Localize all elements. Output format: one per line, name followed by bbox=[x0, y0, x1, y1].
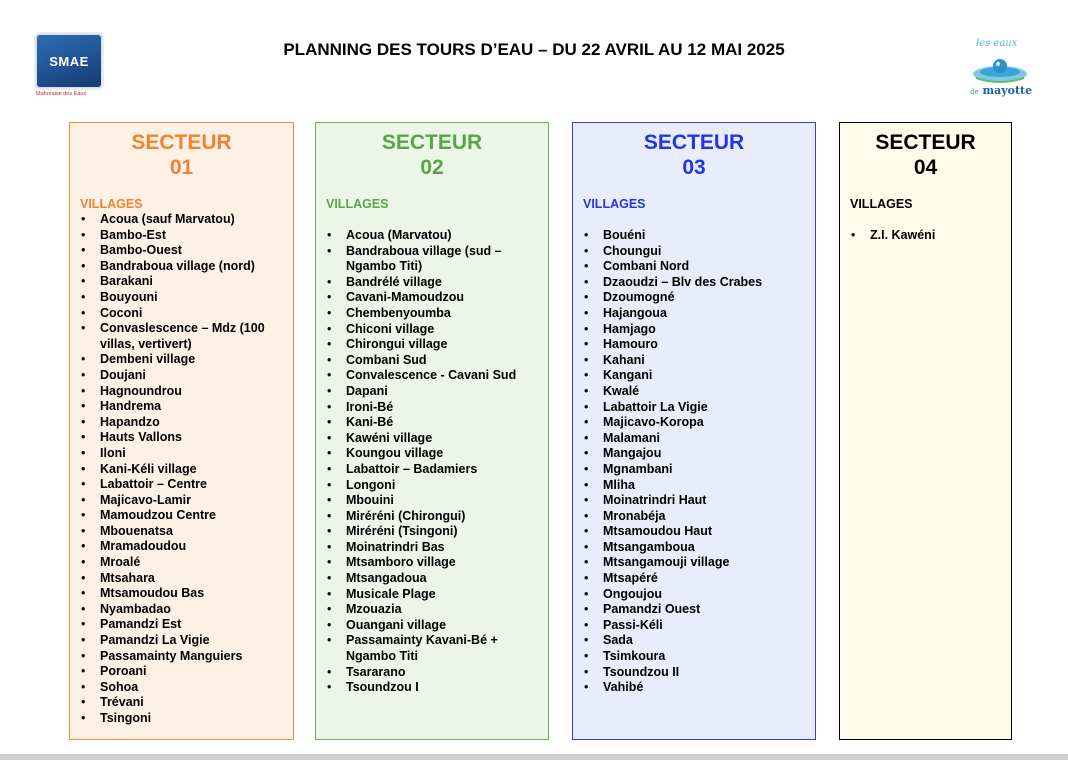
village-item: • Bambo-Est bbox=[80, 228, 293, 244]
village-item: • Mangajou bbox=[583, 446, 815, 462]
sector-label: SECTEUR bbox=[381, 131, 483, 154]
village-item: • Choungui bbox=[583, 244, 815, 260]
village-item: • Sada bbox=[583, 633, 815, 649]
village-item: • Combani Nord bbox=[583, 259, 815, 275]
village-item: • Passi-Kéli bbox=[583, 618, 815, 634]
village-item: • Majicavo-Lamir bbox=[80, 493, 293, 509]
village-item: • Bandraboua village (nord) bbox=[80, 259, 293, 275]
village-item: • Coconi bbox=[80, 306, 293, 322]
village-item: • Mtsahara bbox=[80, 571, 293, 587]
logo-line2-prefix: de bbox=[970, 88, 979, 96]
village-item: • Tsoundzou I bbox=[326, 680, 548, 696]
village-item: • Tsoundzou II bbox=[583, 665, 815, 681]
village-item: • Acoua (sauf Marvatou) bbox=[80, 212, 293, 228]
village-item: • Koungou village bbox=[326, 446, 548, 462]
village-item: • Mliha bbox=[583, 478, 815, 494]
village-item: • Chirongui village bbox=[326, 337, 548, 353]
village-item: • Tsimkoura bbox=[583, 649, 815, 665]
village-item: • Mtsangadoua bbox=[326, 571, 548, 587]
sector-title bbox=[70, 130, 293, 180]
village-item: • Handrema bbox=[80, 399, 293, 415]
village-item: • Cavani-Mamoudzou bbox=[326, 290, 548, 306]
villages-label: VILLAGES bbox=[850, 197, 913, 211]
village-item: • Hamjago bbox=[583, 322, 815, 338]
village-item: • Mgnambani bbox=[583, 462, 815, 478]
village-item: • Iloni bbox=[80, 446, 293, 462]
villages-label: VILLAGES bbox=[326, 197, 389, 211]
village-item: • Convalescence - Cavani Sud bbox=[326, 368, 548, 384]
village-list bbox=[316, 228, 548, 696]
village-item: • Hajangoua bbox=[583, 306, 815, 322]
village-item: • Mbouenatsa bbox=[80, 524, 293, 540]
village-list bbox=[840, 228, 1011, 244]
sector-title bbox=[316, 130, 548, 180]
village-item: • Sohoa bbox=[80, 680, 293, 696]
village-item: • Mamoudzou Centre bbox=[80, 508, 293, 524]
village-item: • Labattoir La Vigie bbox=[583, 400, 815, 416]
logo-line1: les eaux bbox=[976, 38, 1018, 49]
village-item: • Kahani bbox=[583, 353, 815, 369]
logo-line2-name: mayotte bbox=[982, 84, 1033, 97]
sector-01-column bbox=[69, 122, 294, 740]
village-item: • Mtsangamboua bbox=[583, 540, 815, 556]
logo-line2 bbox=[970, 84, 1032, 97]
village-item: • Mroalé bbox=[80, 555, 293, 571]
village-item: • Ironi-Bé bbox=[326, 400, 548, 416]
village-item: • Doujani bbox=[80, 368, 293, 384]
village-item: • Poroani bbox=[80, 664, 293, 680]
village-item: • Pamandzi La Vigie bbox=[80, 633, 293, 649]
village-list bbox=[573, 228, 815, 696]
village-item: • Kani-Bé bbox=[326, 415, 548, 431]
village-item: • Mtsamoudou Bas bbox=[80, 586, 293, 602]
village-item: • Miréréni (Chirongui) bbox=[326, 509, 548, 525]
village-item: • Kawéni village bbox=[326, 431, 548, 447]
village-item: • Dzaoudzi – Blv des Crabes bbox=[583, 275, 815, 291]
village-item: • Dembeni village bbox=[80, 352, 293, 368]
village-item: • Tsingoni bbox=[80, 711, 293, 727]
village-item: • Bouyouni bbox=[80, 290, 293, 306]
village-item: • Kangani bbox=[583, 368, 815, 384]
village-item: • Passamainty Kavani-Bé + Ngambo Titi bbox=[326, 633, 548, 664]
village-item: • Musicale Plage bbox=[326, 587, 548, 603]
sector-number: 04 bbox=[913, 156, 938, 179]
bottom-divider bbox=[0, 754, 1068, 760]
sector-02-column bbox=[315, 122, 549, 740]
sector-label: SECTEUR bbox=[131, 131, 232, 154]
water-drop-icon bbox=[972, 56, 1028, 84]
village-item: • Kwalé bbox=[583, 384, 815, 400]
village-item: • Vahibé bbox=[583, 680, 815, 696]
village-item: • Mzouazia bbox=[326, 602, 548, 618]
village-item: • Hamouro bbox=[583, 337, 815, 353]
village-item: • Bouéni bbox=[583, 228, 815, 244]
sector-label: SECTEUR bbox=[875, 131, 976, 154]
village-item: • Trévani bbox=[80, 695, 293, 711]
village-item: • Convaslescence – Mdz (100 villas, vertivert) bbox=[80, 321, 293, 352]
village-item: • Bandraboua village (sud – Ngambo Titi) bbox=[326, 244, 548, 275]
village-item: • Moinatrindri Haut bbox=[583, 493, 815, 509]
sector-number: 01 bbox=[169, 156, 194, 179]
sector-03-column bbox=[572, 122, 816, 740]
village-item: • Mbouini bbox=[326, 493, 548, 509]
village-item: • Mronabéja bbox=[583, 509, 815, 525]
village-item: • Acoua (Marvatou) bbox=[326, 228, 548, 244]
sector-number: 02 bbox=[420, 156, 444, 179]
village-item: • Bambo-Ouest bbox=[80, 243, 293, 259]
les-eaux-de-mayotte-logo bbox=[960, 38, 1036, 100]
page-title: PLANNING DES TOURS D’EAU – DU 22 AVRIL AU 12 MAI 2025 bbox=[283, 40, 785, 59]
village-item: • Malamani bbox=[583, 431, 815, 447]
village-item: • Hagnoundrou bbox=[80, 384, 293, 400]
village-item: • Dzoumogné bbox=[583, 290, 815, 306]
village-item: • Ongoujou bbox=[583, 587, 815, 603]
sector-number: 03 bbox=[682, 156, 706, 179]
sector-title bbox=[573, 130, 815, 180]
smae-logo-subtitle: Mahoraise des Eaux bbox=[36, 91, 87, 97]
village-item: • Pamandzi Est bbox=[80, 617, 293, 633]
village-item: • Chembenyoumba bbox=[326, 306, 548, 322]
village-item: • Bandrélé village bbox=[326, 275, 548, 291]
sector-label: SECTEUR bbox=[643, 131, 745, 154]
village-item: • Tsararano bbox=[326, 665, 548, 681]
smae-logo-text: SMAE bbox=[49, 53, 89, 69]
village-item: • Nyambadao bbox=[80, 602, 293, 618]
village-item: • Moinatrindri Bas bbox=[326, 540, 548, 556]
village-item: • Mramadoudou bbox=[80, 539, 293, 555]
village-item: • Z.I. Kawéni bbox=[850, 228, 1011, 244]
sector-04-column bbox=[839, 122, 1012, 740]
village-item: • Mtsapéré bbox=[583, 571, 815, 587]
village-item: • Barakani bbox=[80, 274, 293, 290]
village-item: • Dapani bbox=[326, 384, 548, 400]
villages-label: VILLAGES bbox=[583, 197, 646, 211]
village-item: • Majicavo-Koropa bbox=[583, 415, 815, 431]
village-item: • Mtsangamouji village bbox=[583, 555, 815, 571]
village-item: • Longoni bbox=[326, 478, 548, 494]
village-item: • Labattoir – Badamiers bbox=[326, 462, 548, 478]
village-item: • Chiconi village bbox=[326, 322, 548, 338]
sector-title bbox=[840, 130, 1011, 180]
village-item: • Labattoir – Centre bbox=[80, 477, 293, 493]
villages-label: VILLAGES bbox=[80, 197, 143, 211]
village-item: • Ouangani village bbox=[326, 618, 548, 634]
village-item: • Mtsamboro village bbox=[326, 555, 548, 571]
village-item: • Hauts Vallons bbox=[80, 430, 293, 446]
village-item: • Hapandzo bbox=[80, 415, 293, 431]
village-item: • Passamainty Manguiers bbox=[80, 649, 293, 665]
village-item: • Kani-Kéli village bbox=[80, 462, 293, 478]
village-item: • Combani Sud bbox=[326, 353, 548, 369]
village-item: • Miréréni (Tsingoni) bbox=[326, 524, 548, 540]
village-item: • Pamandzi Ouest bbox=[583, 602, 815, 618]
village-list bbox=[70, 212, 293, 727]
village-item: • Mtsamoudou Haut bbox=[583, 524, 815, 540]
